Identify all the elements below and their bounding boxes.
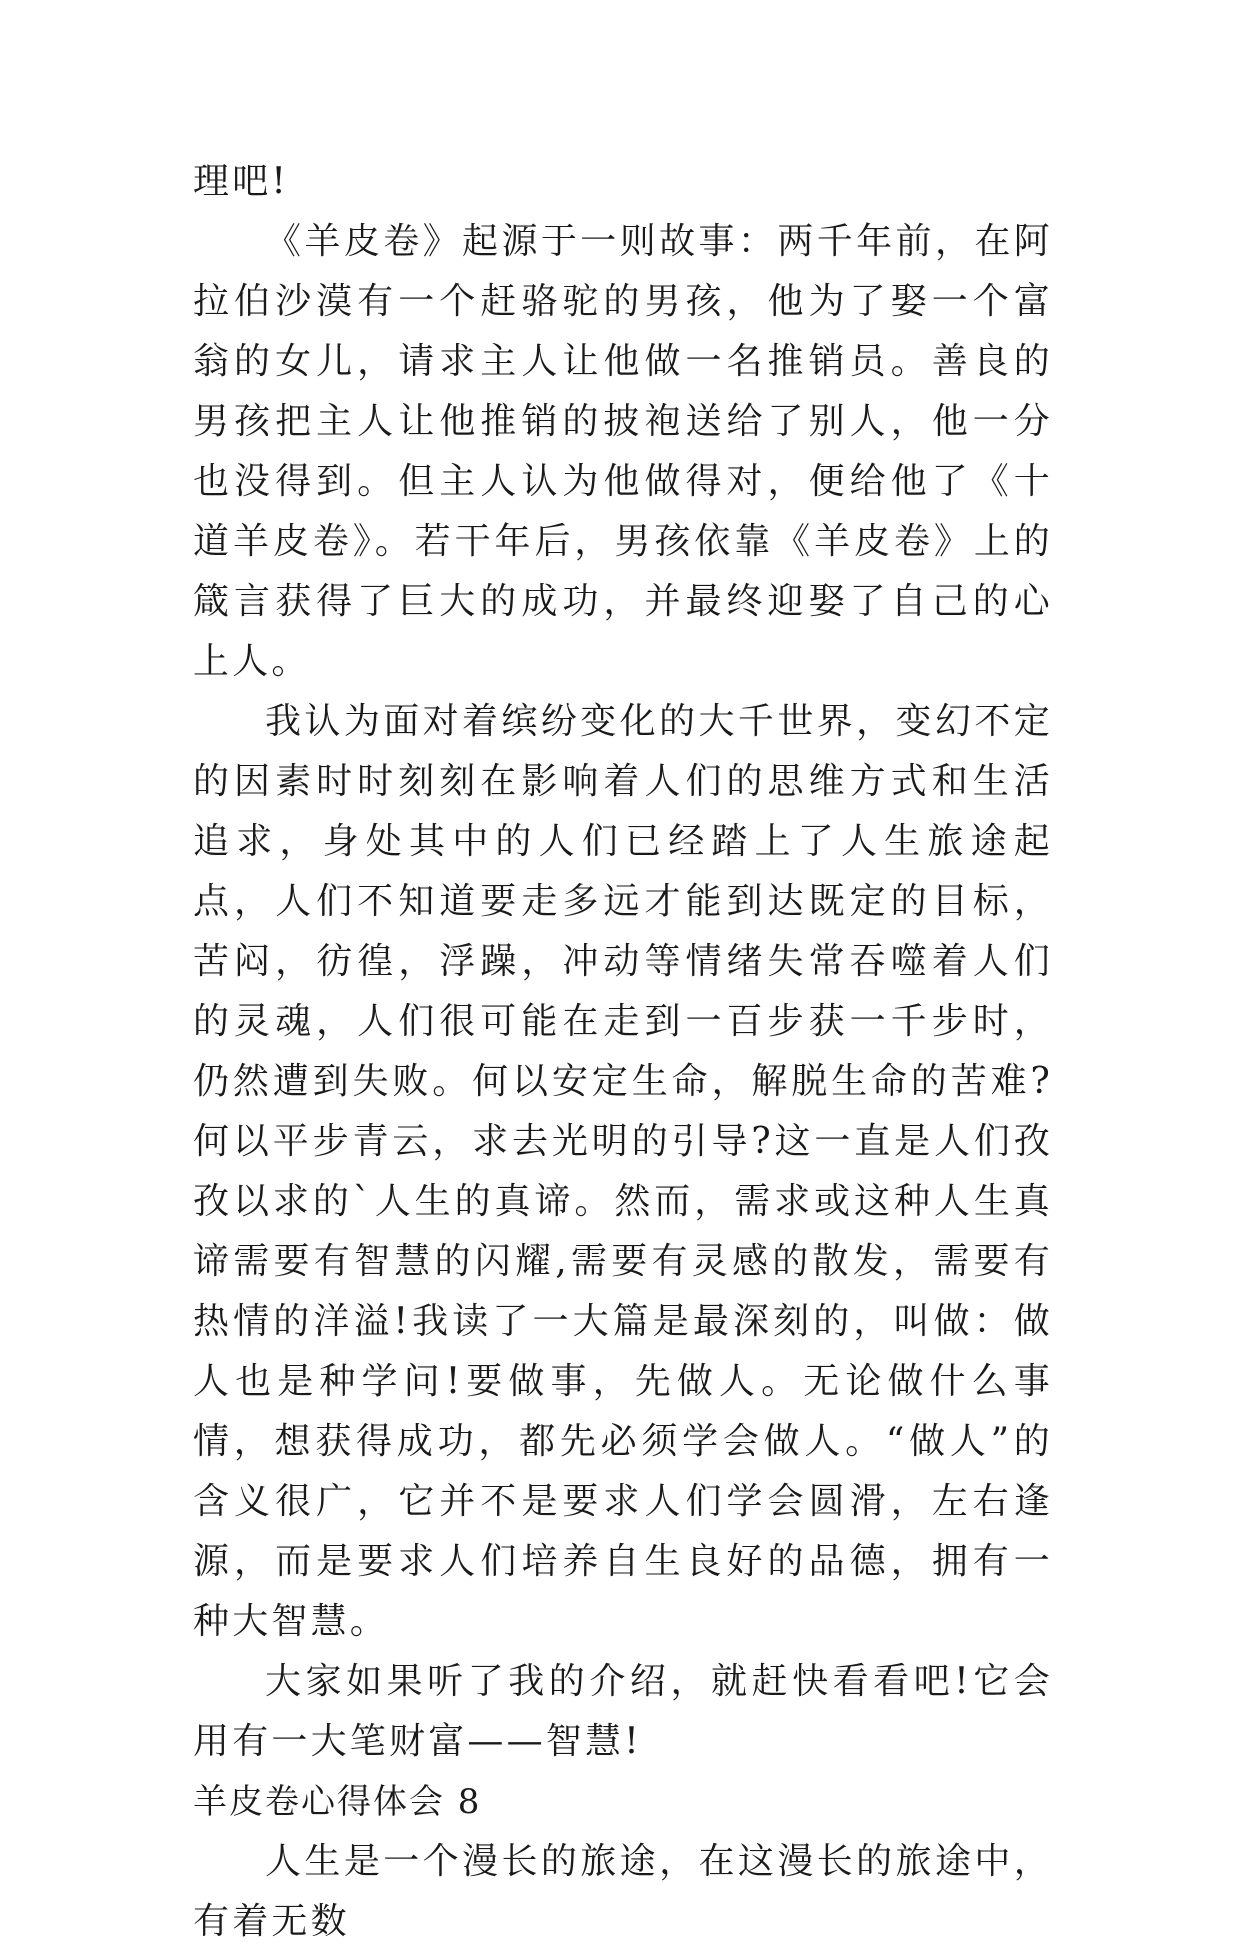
- section-heading: 羊皮卷心得体会 8: [193, 1782, 482, 1822]
- paragraph-recommendation: 大家如果听了我的介绍，就赶快看看吧!它会用有一大笔财富——智慧!: [193, 1661, 1053, 1762]
- document-body: [193, 152, 1053, 1952]
- paragraph-next-section: 人生是一个漫长的旅途，在这漫长的旅途中，有着无数: [193, 1841, 1053, 1942]
- paragraph-continuation: 理吧!: [193, 161, 290, 202]
- paragraph-origin-story: 《羊皮卷》起源于一则故事：两千年前，在阿拉伯沙漠有一个赶骆驼的男孩，他为了娶一个富翁的女儿，请求主人让他做一名推销员。善良的男孩把主人让他推销的披袍送给了别人，他一分也没得到。但主人认为他做得对，便给他了《十道羊皮卷》。若干年后，男孩依靠《羊皮卷》上的箴言获得了巨大的成功，并最终迎娶了自己的心上人。: [193, 221, 1053, 682]
- paragraph-reflection: 我认为面对着缤纷变化的大千世界，变幻不定的因素时时刻刻在影响着人们的思维方式和生活追求，身处其中的人们已经踏上了人生旅途起点，人们不知道要走多远才能到达既定的目标，苦闷，彷徨，浮躁，冲动等情绪失常吞噬着人们的灵魂，人们很可能在走到一百步获一千步时，仍然遭到失败。何以安定生命，解脱生命的苦难?何以平步青云，求去光明的引导?这一直是人们孜孜以求的`人生的真谛。然而，需求或这种人生真谛需要有智慧的闪耀,需要有灵感的散发，需要有热情的洋溢!我读了一大篇是最深刻的，叫做：做人也是种学问!要做事，先做人。无论做什么事情，想获得成功，都先必须学会做人。“做人”的含义很广，它并不是要求人们学会圆滑，左右逢源，而是要求人们培养自生良好的品德，拥有一种大智慧。: [193, 701, 1053, 1642]
